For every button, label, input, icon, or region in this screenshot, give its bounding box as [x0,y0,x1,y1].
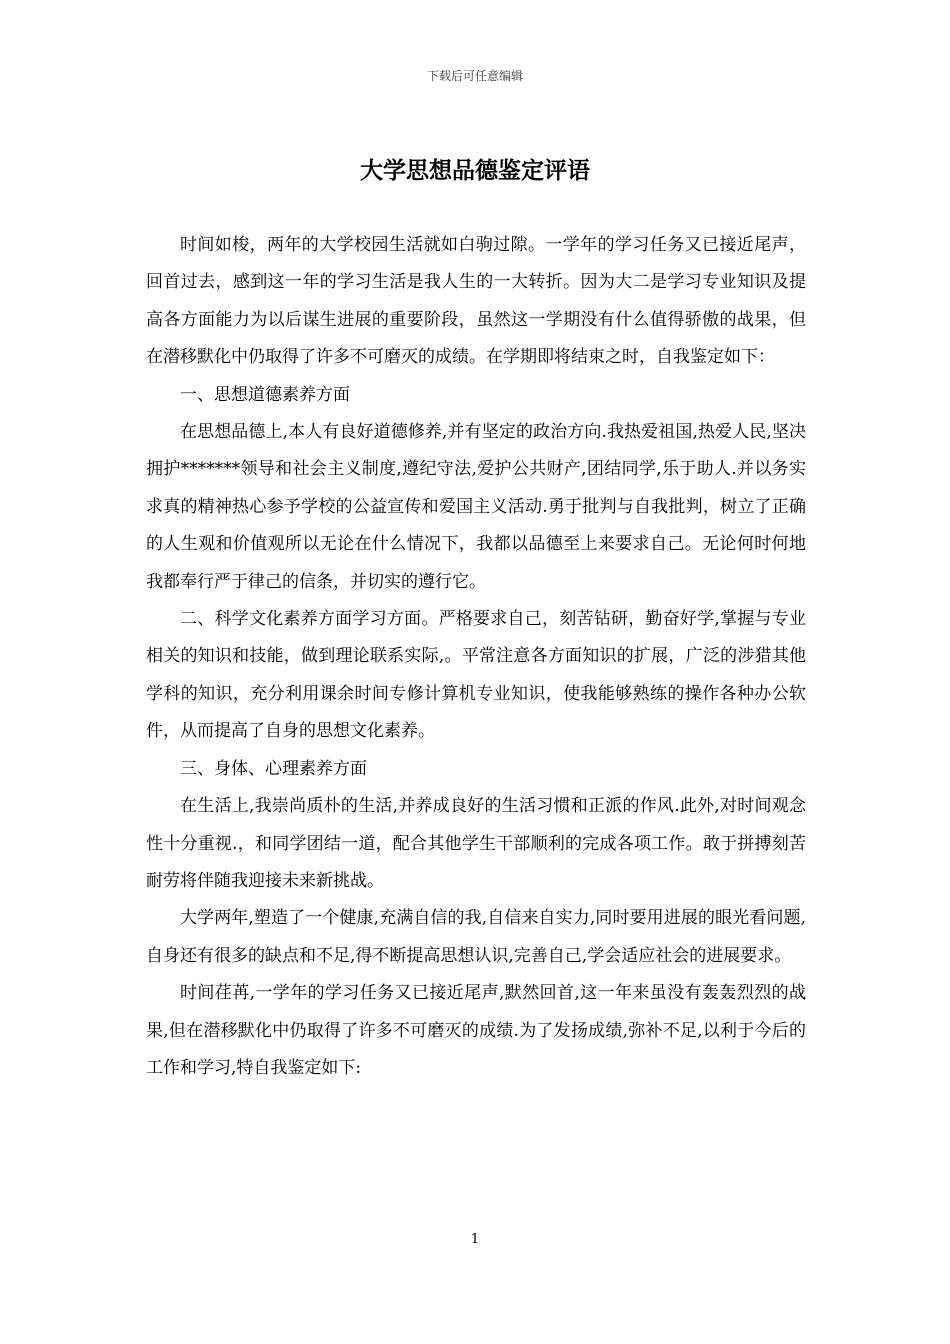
document-body [146,227,806,1087]
page-number: 1 [470,1232,480,1247]
section-heading-moral: 一、思想道德素养方面 [180,384,350,405]
paragraph-science-culture: 二、科学文化素养方面学习方面。严格要求自己，刻苦钻研，勤奋好学,掌握与专业相关的知识和技能，做到理论联系实际,。平常注意各方面知识的扩展，广泛的涉猎其他学科的知识，充分利用课余时间专修计算机专业知识，使我能够熟练的操作各种办公软件，从而提高了自身的思想文化素养。 [146,609,806,742]
paragraph-moral: 在思想品德上,本人有良好道德修养,并有坚定的政治方向.我热爱祖国,热爱人民,坚决拥护*******领导和社会主义制度,遵纪守法,爱护公共财产,团结同学,乐于助人.并以务实求真的精神热心参予学校的公益宣传和爱国主义活动.勇于批判与自我批判，树立了正确的人生观和价值观所以无论在什么情况下，我都以品德至上来要求自己。无论何时何地我都奉行严于律己的信条，并切实的遵行它。 [146,422,806,592]
section-heading-body-mind: 三、身体、心理素养方面 [180,758,367,779]
paragraph-intro: 时间如梭，两年的大学校园生活就如白驹过隙。一学年的学习任务又已接近尾声，回首过去，感到这一年的学习生活是我人生的一大转折。因为大二是学习专业知识及提高各方面能力为以后谋生进展的重要阶段，虽然这一学期没有什么值得骄傲的战果，但在潜移默化中仍取得了许多不可磨灭的成绩。在学期即将结束之时，自我鉴定如下： [146,235,806,368]
document-title: 大学思想品德鉴定评语 [360,157,590,184]
paragraph-two-years: 大学两年,塑造了一个健康,充满自信的我,自信来自实力,同时要用进展的眼光看问题,自身还有很多的缺点和不足,得不断提高思想认识,完善自己,学会适应社会的进展要求。 [146,908,806,966]
paragraph-summary: 时间荏苒,一学年的学习任务又已接近尾声,默然回首,这一年来虽没有轰轰烈烈的战果,但在潜移默化中仍取得了许多不可磨灭的成绩.为了发扬成绩,弥补不足,以利于今后的工作和学习,特自我鉴定如下: [146,983,806,1078]
header-note: 下载后可任意编辑 [426,69,523,83]
paragraph-life: 在生活上,我崇尚质朴的生活,并养成良好的生活习惯和正派的作风.此外,对时间观念性十分重视.，和同学团结一道，配合其他学生干部顺利的完成各项工作。敢于拼搏刻苦耐劳将伴随我迎接未来新挑战。 [146,796,806,891]
